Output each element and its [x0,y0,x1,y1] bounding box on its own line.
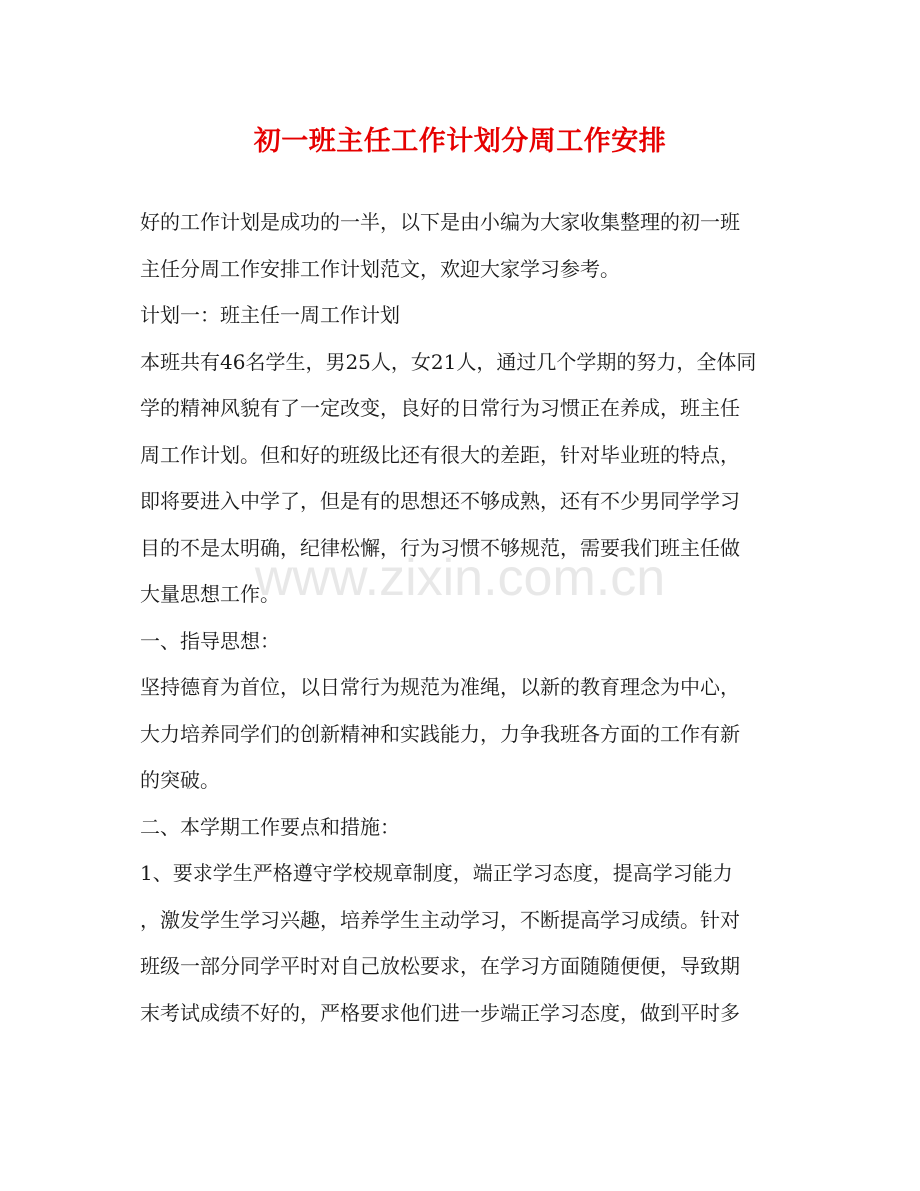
watermark: www.zixin.com.cn [254,549,666,607]
paragraph-line: 1、要求学生严格遵守学校规章制度，端正学习态度，提高学习能力 [140,861,733,885]
paragraph-line: 末考试成绩不好的，严格要求他们进一步端正学习态度，做到平时多 [140,1000,740,1025]
section-heading: 一、指导思想： [140,628,280,653]
paragraph-line: ，激发学生学习兴趣，培养学生主动学习，不断提高学习成绩。针对 [140,907,740,932]
section-heading: 二、本学期工作要点和措施： [140,814,400,839]
paragraph-line: 即将要进入中学了，但是有的思想还不够成熟，还有不少男同学学习 [140,489,740,513]
paragraph-line: 周工作计划。但和好的班级比还有很大的差距，针对毕业班的特点， [140,442,740,467]
paragraph-line: 好的工作计划是成功的一半，以下是由小编为大家收集整理的初一班 [140,210,740,234]
paragraph-line: 目的不是太明确，纪律松懈，行为习惯不够规范，需要我们班主任做 [140,535,740,560]
document-title: 初一班主任工作计划分周工作安排 [253,126,667,157]
paragraph-line: 主任分周工作安排工作计划范文，欢迎大家学习参考。 [140,256,620,281]
paragraph-line: 坚持德育为首位，以日常行为规范为准绳，以新的教育理念为中心， [140,675,740,699]
paragraph-line: 计划一：班主任一周工作计划 [140,303,400,327]
paragraph-line: 的突破。 [140,768,220,792]
paragraph-line: 大量思想工作。 [140,582,280,606]
paragraph-line: 大力培养同学们的创新精神和实践能力，力争我班各方面的工作有新 [140,721,740,746]
paragraph-line: 班级一部分同学平时对自己放松要求，在学习方面随随便便，导致期 [140,954,740,978]
paragraph-line: 本班共有46名学生，男25人，女21人，通过几个学期的努力，全体同 [140,349,757,374]
paragraph-line: 学的精神风貌有了一定改变，良好的日常行为习惯正在养成，班主任 [140,396,740,420]
document-body [140,199,785,1036]
